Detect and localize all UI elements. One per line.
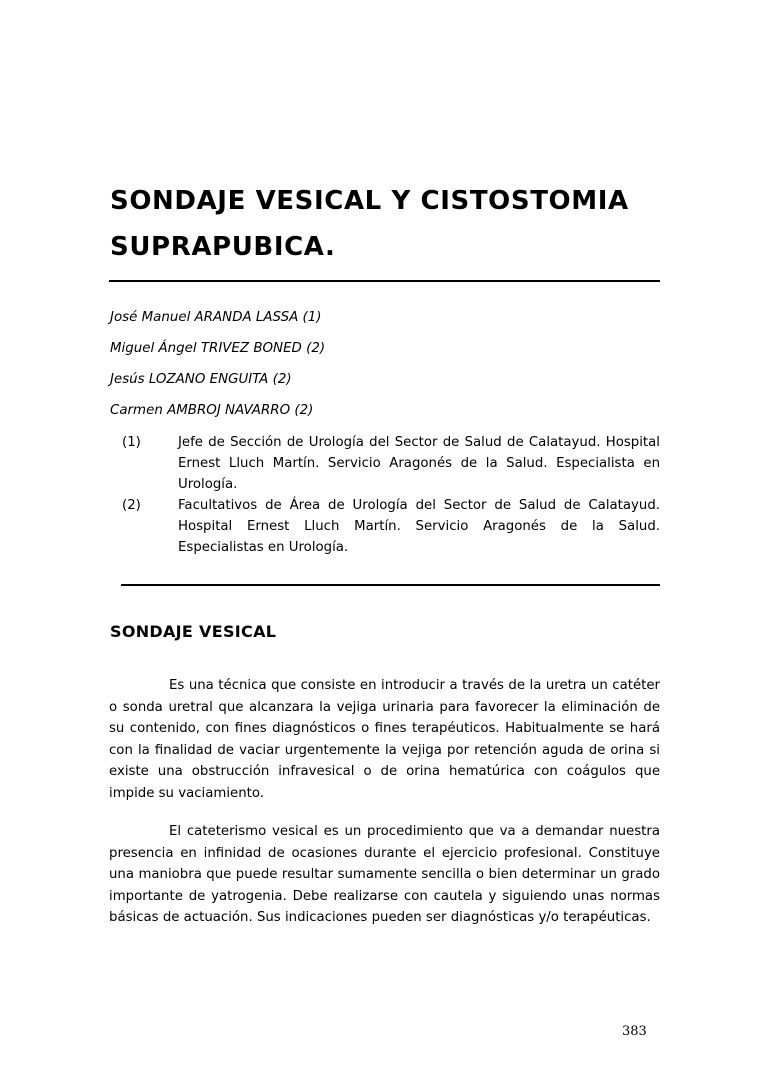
title-divider	[109, 280, 660, 282]
author-name: José Manuel ARANDA LASSA (1)	[110, 310, 322, 325]
section-heading: SONDAJE VESICAL	[110, 622, 277, 641]
author-name: Jesús LOZANO ENGUITA (2)	[110, 372, 292, 387]
author-name: Carmen AMBROJ NAVARRO (2)	[110, 403, 314, 418]
affiliation-number: (1)	[122, 435, 141, 450]
affiliation-text: Facultativos de Área de Urología del Sector de Salud de Calatayud. Hospital Ernest Lluch Martín. Servicio Aragonés de la Salud. Especialistas en Urología.	[178, 498, 660, 555]
affiliation-text: Jefe de Sección de Urología del Sector de Salud de Calatayud. Hospital Ernest Lluch Martín. Servicio Aragonés de la Salud. Especialista en Urología.	[178, 435, 660, 492]
affiliation-divider	[121, 584, 660, 586]
body-paragraph: Es una técnica que consiste en introducir a través de la uretra un catéter o sonda uretral que alcanzara la vejiga urinaria para favorecer la eliminación de su contenido, con fines diagnósticos o fines terapéuticos. Habitualmente se hará con la finalidad de vaciar urgentemente la vejiga por retención aguda de orina si existe una obstrucción infravesical o de orina hematúrica con coágulos que impide su vaciamiento.	[109, 678, 660, 801]
affiliation-item	[119, 432, 660, 495]
affiliation-list	[119, 432, 660, 558]
document-title: SONDAJE VESICAL Y CISTOSTOMIA SUPRAPUBICA.	[110, 186, 629, 262]
affiliation-item	[119, 495, 660, 558]
body-paragraph: El cateterismo vesical es un procedimiento que va a demandar nuestra presencia en infinidad de ocasiones durante el ejercicio profesional. Constituye una maniobra que puede resultar sumamente sencilla o bien determinar un grado importante de yatrogenia. Debe realizarse con cautela y siguiendo unas normas básicas de actuación. Sus indicaciones pueden ser diagnósticas y/o terapéuticas.	[109, 824, 660, 926]
author-name: Miguel Ángel TRIVEZ BONED (2)	[110, 341, 326, 356]
page-number: 383	[622, 1024, 647, 1039]
affiliation-number: (2)	[122, 498, 141, 513]
author-list	[110, 308, 325, 432]
